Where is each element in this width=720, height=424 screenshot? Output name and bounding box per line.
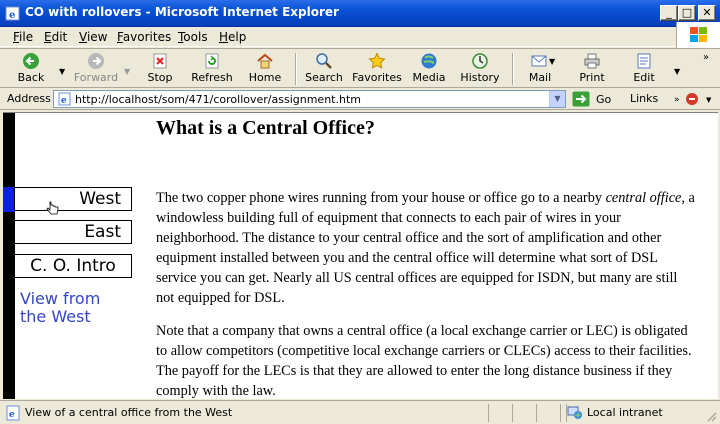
status-panel bbox=[512, 404, 534, 422]
nav-west-button[interactable]: West bbox=[14, 187, 132, 211]
stop-icon bbox=[151, 52, 169, 70]
menu-favorites[interactable]: Favorites bbox=[117, 30, 172, 44]
refresh-icon bbox=[203, 52, 221, 70]
forward-dropdown-icon[interactable]: ▼ bbox=[124, 67, 131, 76]
back-arrow-icon bbox=[22, 52, 40, 70]
mail-button[interactable]: Mail bbox=[522, 52, 558, 86]
page-heading: What is a Central Office? bbox=[156, 117, 375, 139]
search-button[interactable]: Search bbox=[305, 52, 343, 86]
home-icon bbox=[256, 52, 274, 70]
windows-logo bbox=[676, 22, 720, 48]
history-icon bbox=[471, 52, 489, 70]
media-icon bbox=[420, 52, 438, 70]
address-dropdown-icon[interactable]: ▼ bbox=[549, 91, 565, 107]
view-caption bbox=[20, 290, 140, 326]
p1-text-b: , a windowless building full of equipment that connects to each pair of wires in your neighborhood. The distance to your central office and the sort of amplification and other equipment installed between you and the central office will determine what sort of DSL service you can get. Nearly all US central offices are equipped for ISDN, but many are still not equipped for DSL. bbox=[156, 190, 695, 306]
printer-icon bbox=[583, 52, 601, 70]
intranet-globe-icon bbox=[567, 405, 583, 420]
status-text: View of a central office from the West bbox=[25, 406, 233, 419]
status-panel bbox=[536, 404, 558, 422]
close-button[interactable]: ✕ bbox=[698, 5, 716, 21]
star-icon bbox=[368, 52, 386, 70]
history-button[interactable]: History bbox=[460, 52, 500, 86]
home-button[interactable]: Home bbox=[248, 52, 282, 86]
paragraph-lec: Note that a company that owns a central office (a local exchange carrier or LEC) is obligated to allow competitors (competitive local exchange carriers or CLECs) access to their facilities. The payoff for the LECs is that they are allowed to enter the long distance business if they comply with the law. bbox=[156, 323, 692, 399]
page-icon bbox=[57, 92, 72, 106]
minimize-button[interactable]: _ bbox=[660, 5, 678, 21]
menu-file[interactable]: File bbox=[13, 30, 34, 44]
address-bar: Address e http://localhost/som/471/corollover/assignment.htm ▼ Go Links » ▼ bbox=[0, 88, 720, 110]
toolbar-separator bbox=[512, 53, 514, 85]
windows-flag-icon bbox=[677, 22, 720, 48]
menu-edit[interactable]: Edit bbox=[44, 30, 68, 44]
search-icon bbox=[315, 52, 333, 70]
security-zone[interactable]: Local intranet bbox=[566, 404, 716, 422]
paragraph-intro bbox=[156, 188, 696, 308]
menu-bar bbox=[0, 27, 720, 47]
p1-text-a: The two copper phone wires running from your house or office go to a nearby bbox=[156, 190, 606, 206]
ie-page-icon bbox=[5, 6, 20, 21]
hand-cursor-icon bbox=[46, 200, 60, 217]
page-content bbox=[3, 112, 718, 399]
address-url: http://localhost/som/471/corollover/assignment.htm bbox=[75, 93, 361, 106]
standard-toolbar bbox=[0, 48, 720, 88]
menu-view[interactable]: View bbox=[79, 30, 108, 44]
svg-text:▼: ▼ bbox=[706, 96, 712, 104]
edit-dropdown-icon[interactable]: ▼ bbox=[674, 67, 681, 76]
go-arrow-icon bbox=[572, 91, 590, 107]
forward-button[interactable]: Forward bbox=[73, 52, 119, 86]
back-button[interactable]: Back bbox=[12, 52, 50, 86]
svg-text:e: e bbox=[61, 96, 67, 106]
toolbar-separator bbox=[295, 53, 297, 85]
print-button[interactable]: Print bbox=[575, 52, 609, 86]
stop-button[interactable]: Stop bbox=[144, 52, 176, 86]
refresh-button[interactable]: Refresh bbox=[189, 52, 235, 86]
page-status-icon bbox=[5, 405, 21, 421]
nav-east-button[interactable]: East bbox=[14, 220, 132, 244]
maximize-button[interactable]: □ bbox=[678, 5, 696, 21]
view-caption-line2: the West bbox=[20, 307, 91, 326]
nav-intro-button[interactable]: C. O. Intro bbox=[14, 254, 132, 278]
window-title: CO with rollovers - Microsoft Internet Explorer bbox=[25, 5, 339, 19]
toolbar-overflow-icon[interactable]: » bbox=[703, 52, 710, 63]
edit-page-icon bbox=[635, 52, 653, 70]
p1-emphasis: central office bbox=[605, 190, 682, 206]
menu-help[interactable]: Help bbox=[219, 30, 247, 44]
svg-text:»: » bbox=[674, 95, 680, 105]
svg-text:e: e bbox=[9, 410, 15, 420]
forward-arrow-icon bbox=[87, 52, 105, 70]
address-label: Address bbox=[7, 92, 51, 105]
address-input[interactable] bbox=[53, 90, 566, 108]
back-dropdown-icon[interactable]: ▼ bbox=[59, 67, 66, 76]
view-caption-line1: View from bbox=[20, 289, 101, 308]
mail-dropdown-icon[interactable]: ▼ bbox=[549, 57, 556, 66]
links-button[interactable]: Links bbox=[630, 92, 659, 105]
media-button[interactable]: Media bbox=[411, 52, 447, 86]
mail-icon bbox=[531, 52, 549, 70]
status-bar bbox=[0, 400, 720, 424]
menu-tools[interactable]: Tools bbox=[178, 30, 208, 44]
links-extension-icon[interactable] bbox=[672, 90, 716, 108]
title-bar bbox=[0, 0, 720, 27]
favorites-button[interactable]: Favorites bbox=[352, 52, 402, 86]
svg-text:e: e bbox=[9, 10, 16, 21]
edit-button[interactable]: Edit bbox=[627, 52, 661, 86]
status-panel bbox=[488, 404, 510, 422]
resize-grip-icon[interactable] bbox=[705, 410, 717, 422]
